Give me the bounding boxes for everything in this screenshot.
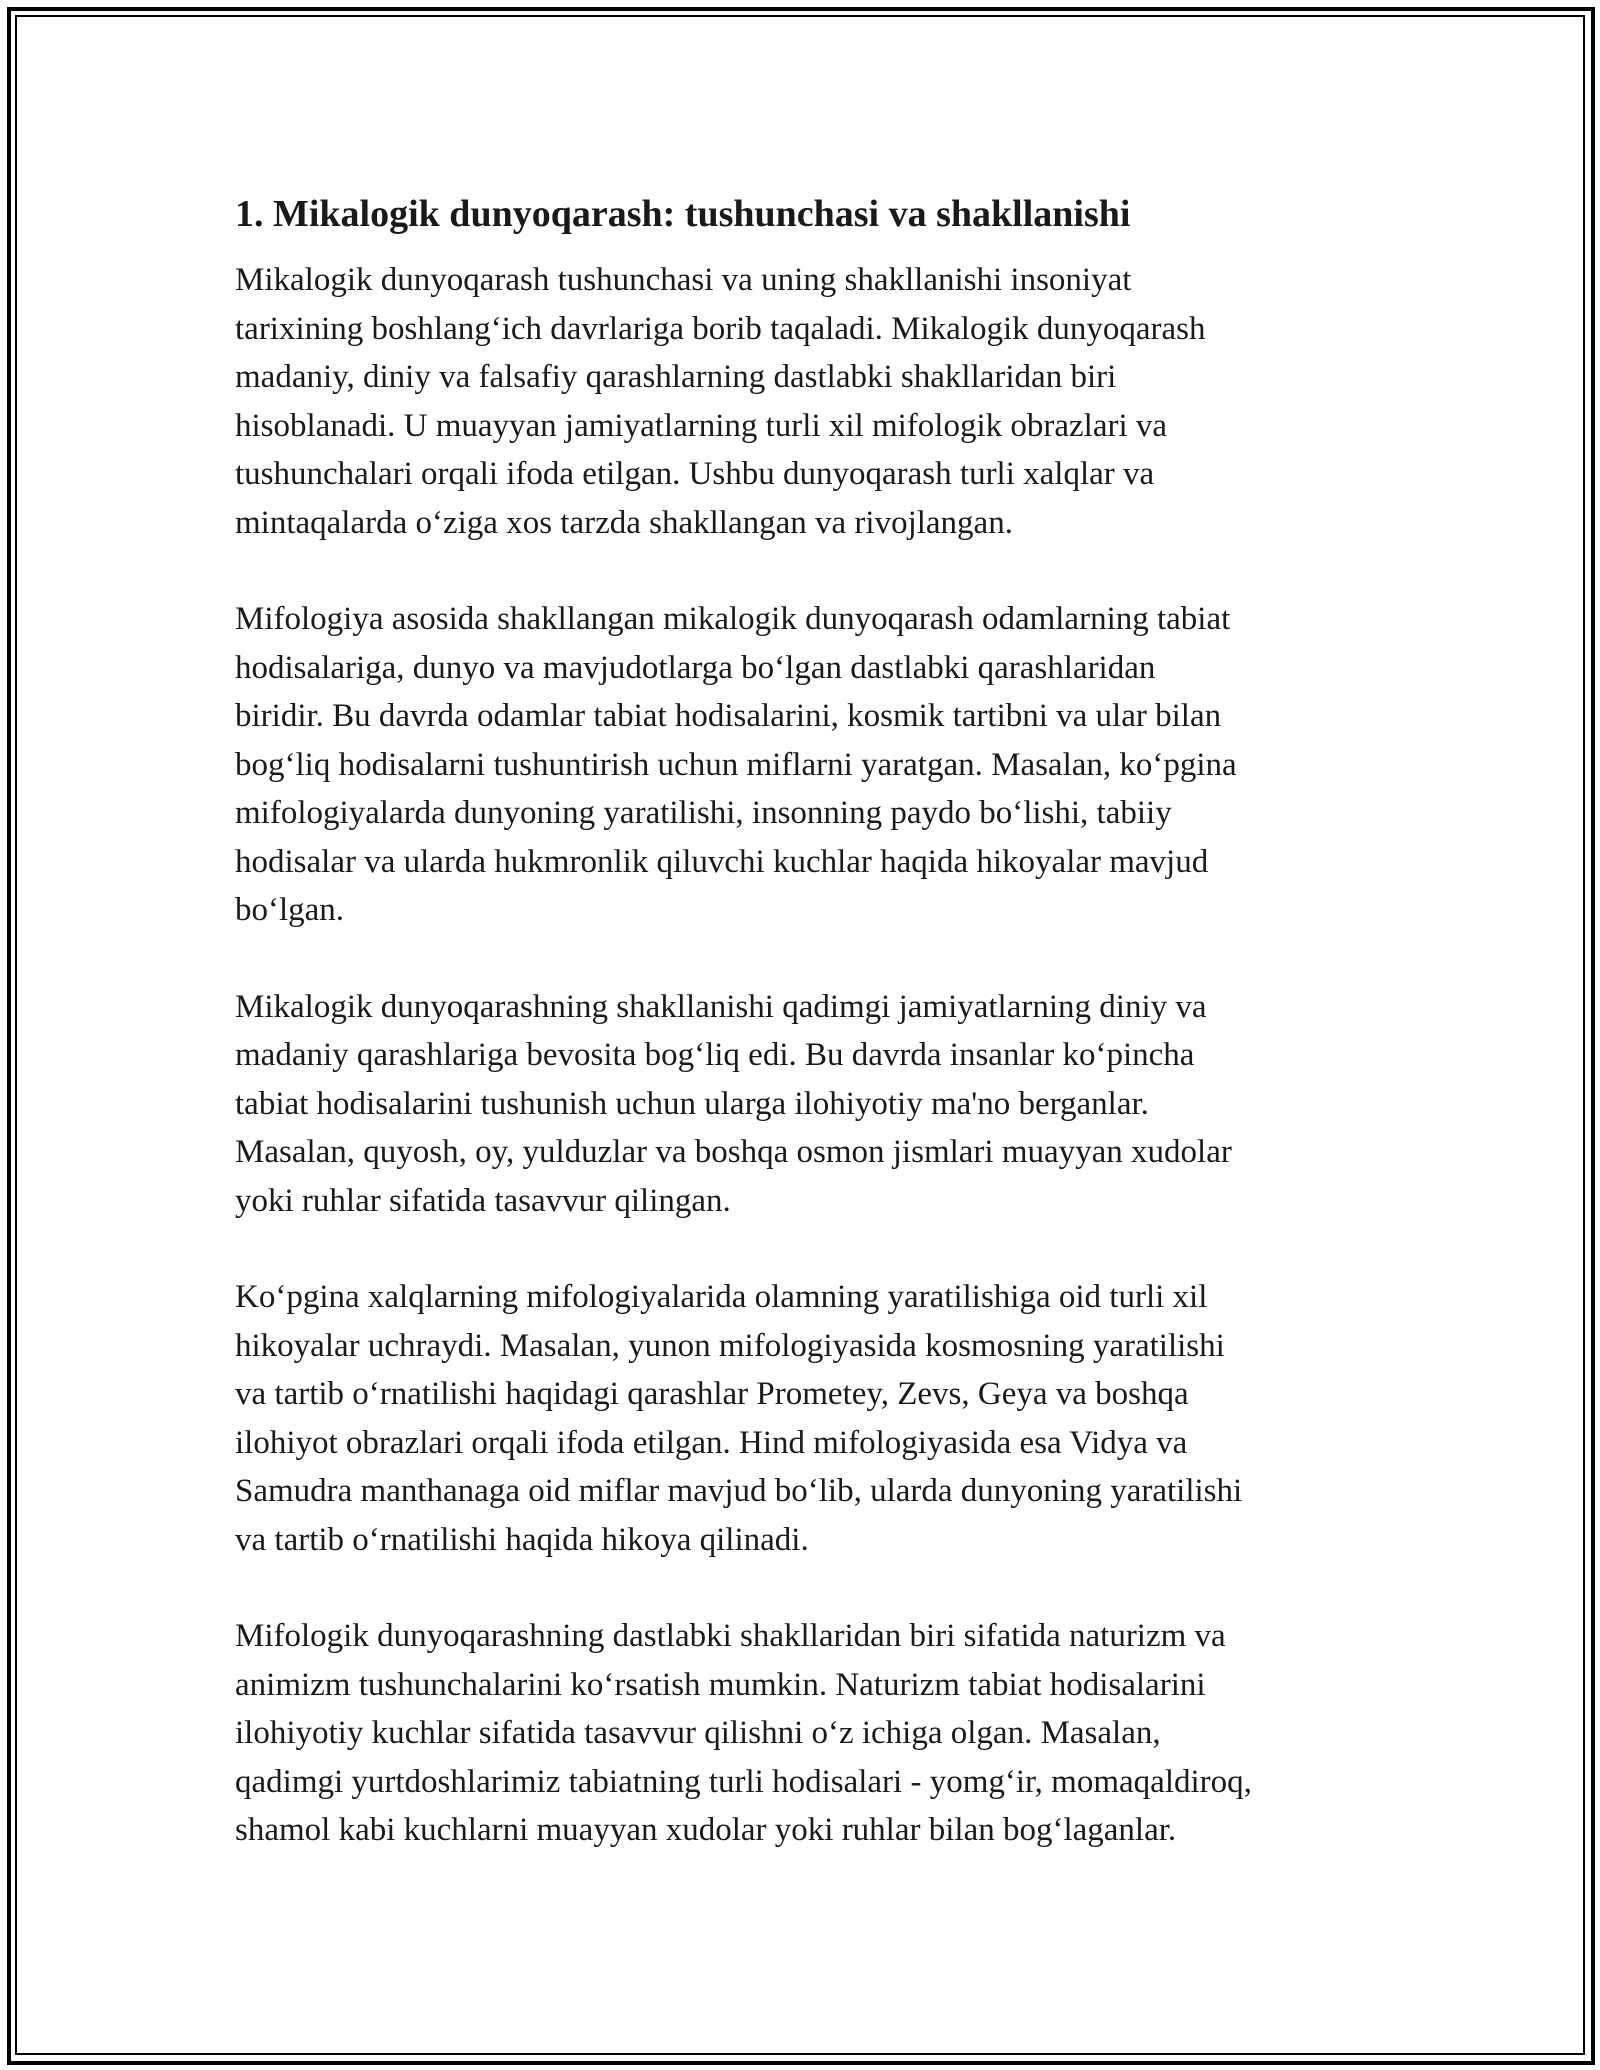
text-line: Masalan, quyosh, oy, yulduzlar va boshqa osmon jismlari muayyan xudolar — [235, 1134, 1232, 1170]
text-line: hikoyalar uchraydi. Masalan, yunon mifologiyasida kosmosning yaratilishi — [235, 1327, 1225, 1364]
text-line: Mikalogik dunyoqarashning shakllanishi qadimgi jamiyatlarning diniy va — [235, 988, 1207, 1025]
text-line: madaniy qarashlariga bevosita bog‘liq edi. Bu davrda insanlar ko‘pincha — [235, 1037, 1195, 1073]
text-line: va tartib o‘rnatilishi haqida hikoya qilinadi. — [235, 1521, 809, 1558]
text-line: animizm tushunchalarini ko‘rsatish mumkin. Naturizm tabiat hodisalarini — [235, 1666, 1206, 1703]
text-line: Mifologik dunyoqarashning dastlabki shakllaridan biri sifatida naturizm va — [235, 1618, 1226, 1654]
paragraph — [235, 1612, 1385, 1855]
text-line: Samudra manthanaga oid miflar mavjud bo‘lib, ularda dunyoning yaratilishi — [235, 1473, 1243, 1509]
text-line: hodisalar va ularda hukmronlik qiluvchi kuchlar haqida hikoyalar mavjud — [235, 843, 1209, 880]
text-line: tabiat hodisalarini tushunish uchun ularga ilohiyotiy ma'no berganlar. — [235, 1085, 1149, 1122]
text-line: qadimgi yurtdoshlarimiz tabiatning turli hodisalari - yomg‘ir, momaqaldiroq, — [235, 1763, 1252, 1800]
paragraph — [235, 983, 1385, 1226]
text-line: mintaqalarda o‘ziga xos tarzda shakllangan va rivojlangan. — [235, 504, 1013, 541]
text-line: bo‘lgan. — [235, 892, 345, 928]
text-line: madaniy, diniy va falsafiy qarashlarning dastlabki shakllaridan biri — [235, 359, 1117, 395]
text-line: tushunchalari orqali ifoda etilgan. Ushbu dunyoqarash turli xalqlar va — [235, 456, 1155, 492]
text-line: hodisalariga, dunyo va mavjudotlarga bo‘lgan dastlabki qarashlaridan — [235, 649, 1156, 686]
text-line: tarixining boshlang‘ich davrlariga borib taqaladi. Mikalogik dunyoqarash — [235, 310, 1206, 347]
text-line: Mifologiya asosida shakllangan mikalogik dunyoqarash odamlarning tabiat — [235, 601, 1231, 637]
text-line: ilohiyot obrazlari orqali ifoda etilgan. Hind mifologiyasida esa Vidya va — [235, 1424, 1188, 1461]
text-line: mifologiyalarda dunyoning yaratilishi, insonning paydo bo‘lishi, tabiiy — [235, 795, 1172, 831]
paragraph — [235, 1273, 1385, 1564]
paragraph — [235, 256, 1385, 547]
document-body — [235, 188, 1385, 1855]
section-heading: 1. Mikalogik dunyoqarash: tushunchasi va shakllanishi — [235, 193, 1131, 235]
text-line: yoki ruhlar sifatida tasavvur qilingan. — [235, 1182, 731, 1219]
text-line: biridir. Bu davrda odamlar tabiat hodisalarini, kosmik tartibni va ular bilan — [235, 698, 1222, 734]
text-line: ilohiyotiy kuchlar sifatida tasavvur qilishni o‘z ichiga olgan. Masalan, — [235, 1715, 1161, 1751]
text-line: bog‘liq hodisalarni tushuntirish uchun miflarni yaratgan. Masalan, ko‘pgina — [235, 746, 1237, 783]
paragraph — [235, 595, 1385, 935]
text-line: Mikalogik dunyoqarash tushunchasi va uning shakllanishi insoniyat — [235, 262, 1132, 298]
text-line: Ko‘pgina xalqlarning mifologiyalarida olamning yaratilishiga oid turli xil — [235, 1279, 1208, 1315]
text-line: shamol kabi kuchlarni muayyan xudolar yoki ruhlar bilan bog‘laganlar. — [235, 1812, 1177, 1848]
text-line: hisoblanadi. U muayyan jamiyatlarning turli xil mifologik obrazlari va — [235, 407, 1168, 444]
text-line: va tartib o‘rnatilishi haqidagi qarashlar Prometey, Zevs, Geya va boshqa — [235, 1376, 1189, 1412]
